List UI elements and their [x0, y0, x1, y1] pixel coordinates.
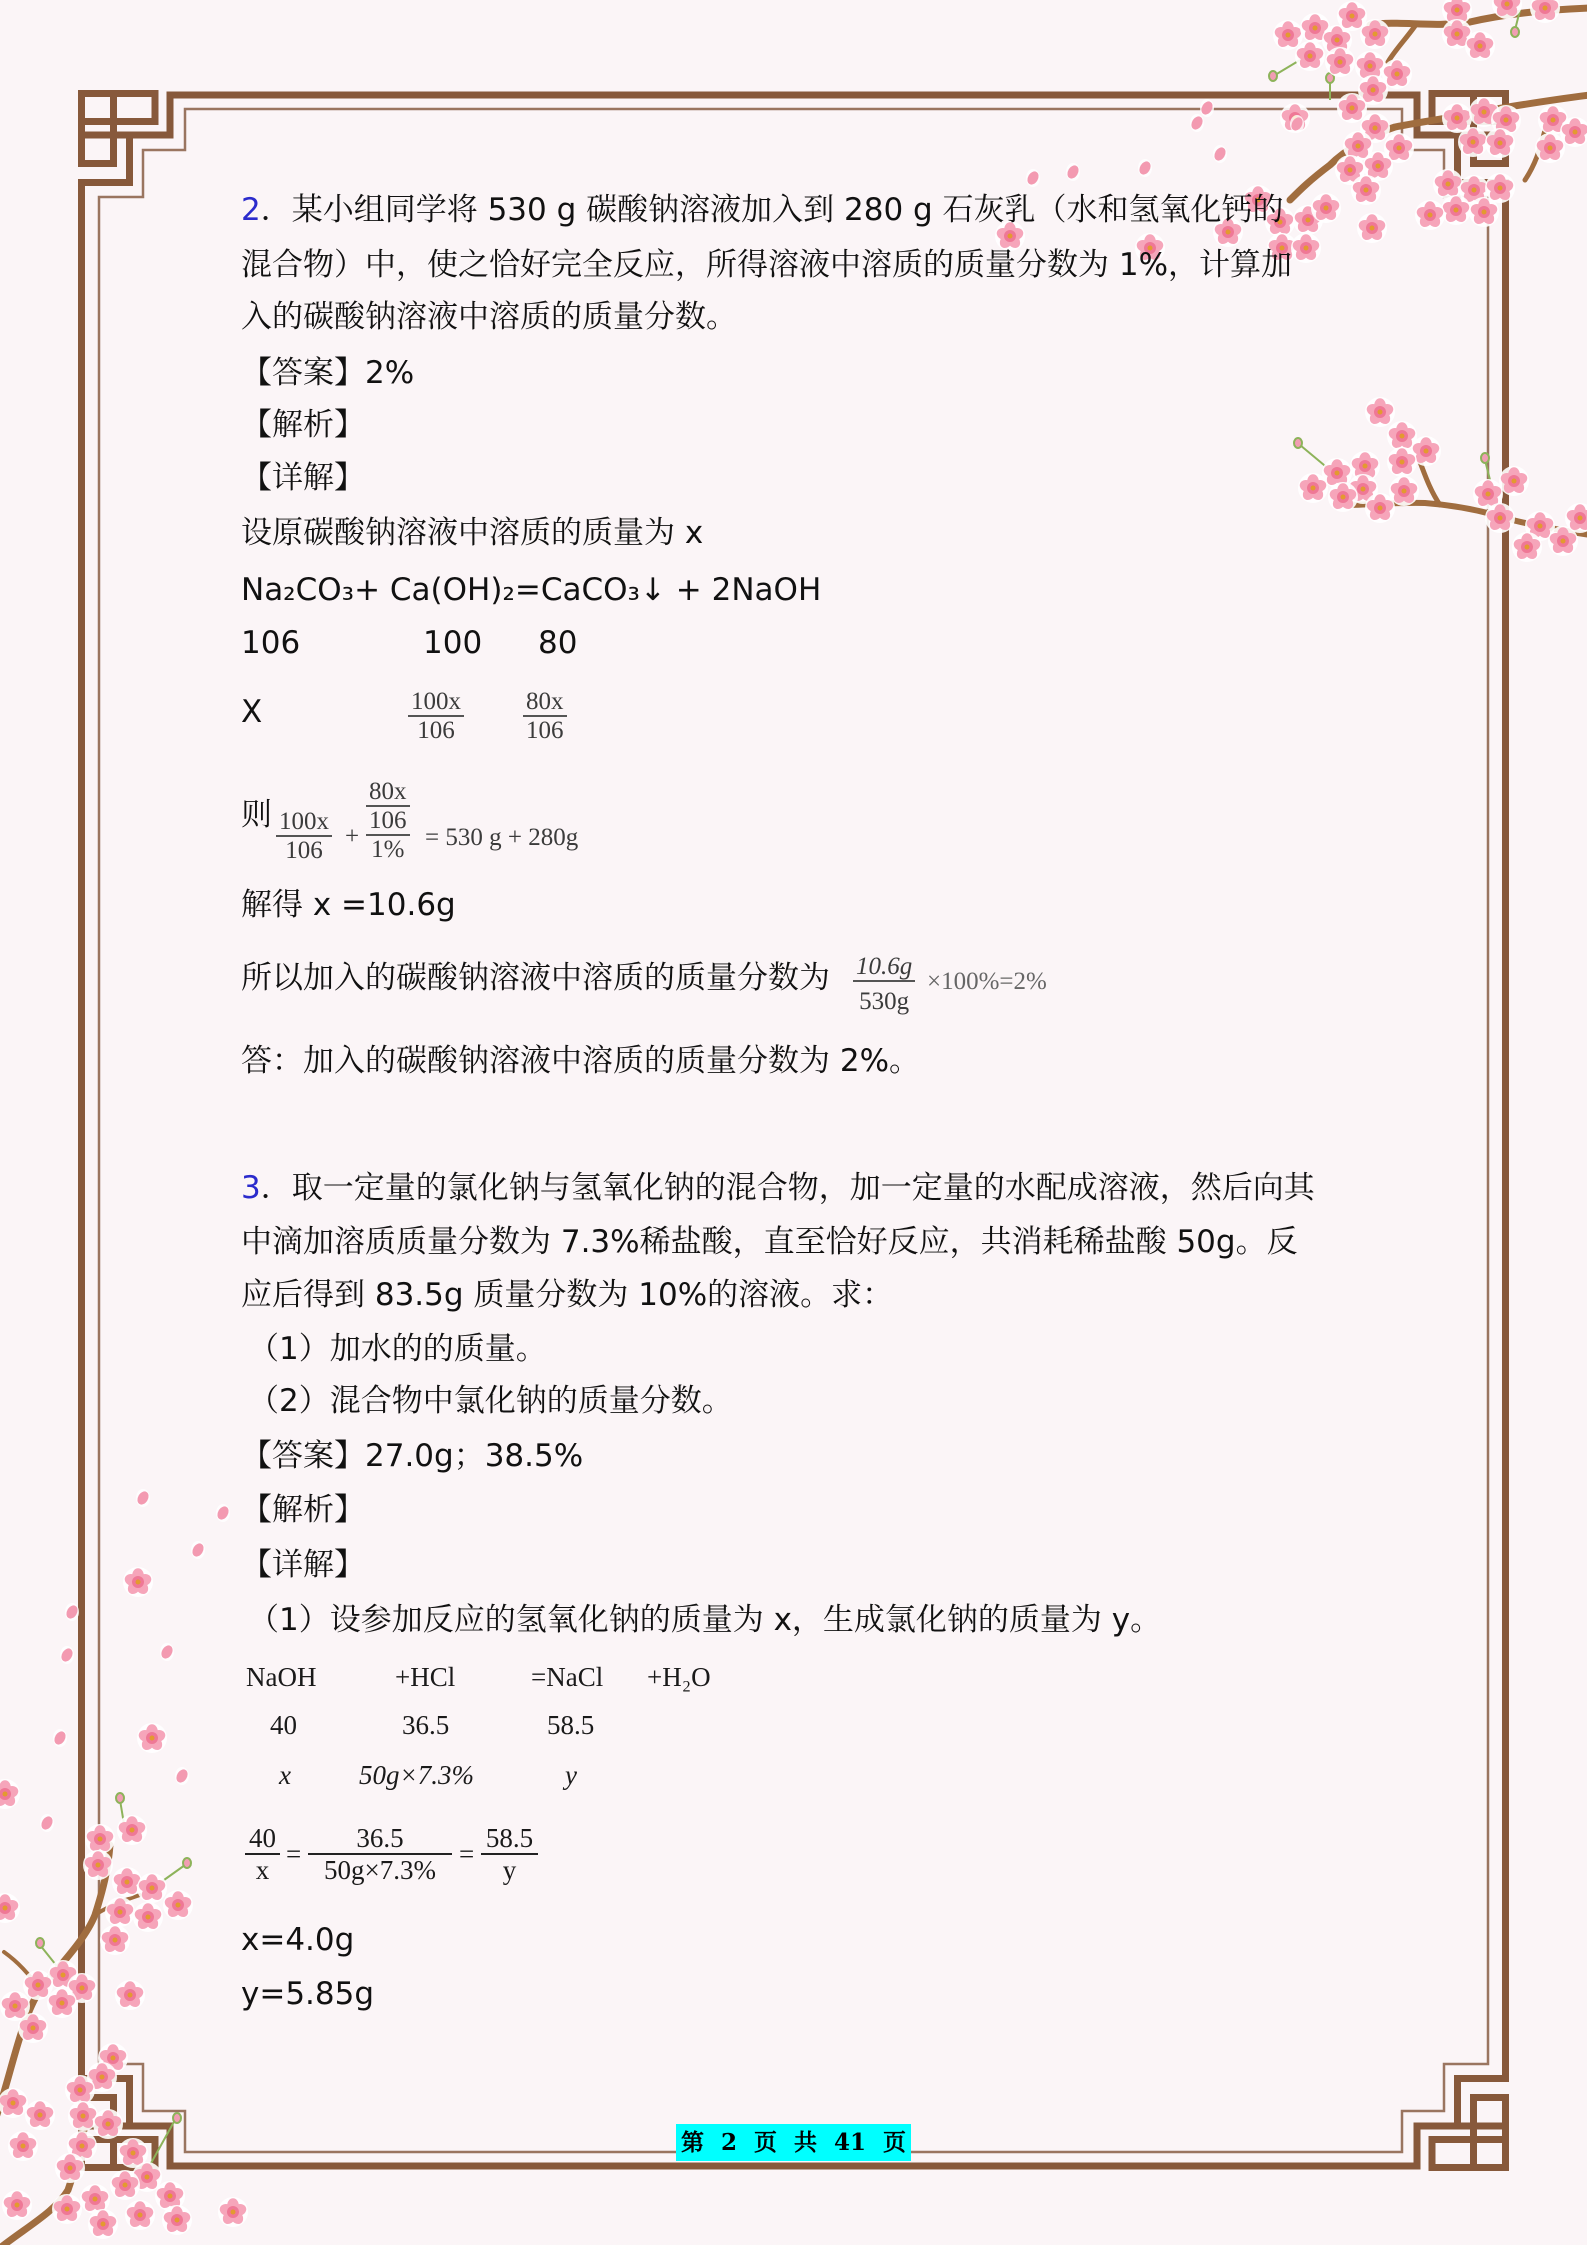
numerator: 100x [279, 808, 329, 835]
blossom-icon [1499, 466, 1529, 496]
frame-corner-bottom-right [794, 1131, 1510, 2172]
denominator: 106 [276, 835, 332, 864]
molar-mass: 80 [538, 625, 578, 661]
plus-sign: + [345, 823, 360, 850]
denominator: 1% [366, 834, 410, 863]
answer-label: 【答案】 [241, 355, 365, 391]
numerator: 10.6g [856, 953, 913, 980]
blossom-icon [23, 1970, 53, 2000]
numerator: 36.5 [356, 1823, 404, 1853]
detail-label: 【详解】 [241, 1547, 365, 1583]
question-stem-line: 入的碳酸钠溶液中溶质的质量分数。 [241, 299, 737, 335]
molar-mass: 36.5 [402, 1710, 450, 1740]
numerator: 100x [411, 688, 461, 715]
question-stem-line [241, 1170, 1315, 1206]
blossom-icon [85, 1824, 115, 1854]
blossom-icon [47, 1988, 77, 2018]
petal-icon [135, 1489, 151, 1507]
fraction [245, 1823, 280, 1885]
petal-icon [215, 1504, 231, 1522]
blossom-icon [137, 1873, 167, 1903]
blossom-branches [0, 8, 1587, 2245]
blossom-icon [1415, 200, 1445, 230]
blossom-icon [1365, 397, 1395, 427]
blossom-icon [1387, 447, 1417, 477]
result-x: x=4.0g [241, 1922, 355, 1958]
analysis-label: 【解析】 [241, 407, 365, 443]
denominator: 106 [408, 715, 464, 744]
stem-text: 某小组同学将 530 g 碳酸钠溶液加入到 280 g 石灰乳（水和氢氧化钙的 [291, 192, 1284, 228]
blossom-icon [1485, 128, 1515, 158]
question-number: 2 [241, 192, 261, 228]
blossom-icon [1328, 482, 1358, 512]
petal-icon [52, 1729, 68, 1747]
blossom-icon [105, 1897, 135, 1927]
petal-icon [59, 1646, 75, 1664]
equation-rhs: = 530 g + 280g [425, 824, 579, 851]
sub-question-2: （2）混合物中氯化钠的质量分数。 [248, 1383, 733, 1419]
blossom-icon [93, 2109, 123, 2139]
solve-result: 解得 x =10.6g [241, 887, 456, 923]
blossom-icon [83, 1850, 113, 1880]
fraction [853, 953, 915, 1015]
analysis-label: 【解析】 [241, 1492, 365, 1528]
compound-fraction [366, 778, 410, 863]
answer-line [241, 1438, 583, 1474]
blossom-icon [2, 2190, 32, 2220]
blossom-icon [1357, 213, 1387, 243]
petal-icon [1189, 114, 1205, 132]
blossom-icon [0, 1893, 20, 1923]
blossom-icon [1337, 93, 1367, 123]
molar-mass: 58.5 [547, 1710, 595, 1740]
blossom-icon [110, 2170, 140, 2200]
molar-mass: 100 [423, 625, 483, 661]
molar-mass: 40 [270, 1710, 297, 1740]
question-number-separator: ． [260, 1170, 292, 1206]
answer-label: 【答案】 [241, 1438, 365, 1474]
blossom-icon [125, 2200, 155, 2230]
percentage-calc: ×100%=2% [927, 968, 1047, 995]
solution-setup: （1）设参加反应的氢氧化钠的质量为 x，生成氯化钠的质量为 y。 [248, 1602, 1162, 1638]
blossom-icon [55, 2153, 85, 2183]
conclusion-text: 所以加入的碳酸钠溶液中溶质的质量分数为 [241, 960, 830, 996]
blossom-icon [1465, 31, 1495, 61]
fraction [481, 1823, 538, 1885]
numerator: 40 [249, 1823, 276, 1853]
blossom-icon [162, 2205, 192, 2235]
sub-question-1: （1）加水的的质量。 [248, 1331, 547, 1367]
question-stem-line: 中滴加溶质质量分数为 7.3%稀盐酸，直至恰好反应，共消耗稀盐酸 50g。反 [241, 1224, 1298, 1260]
blossom-icon [1433, 169, 1463, 199]
blossom-icon [1351, 175, 1381, 205]
blossom-icon [1530, 0, 1560, 23]
blossom-icon [8, 2131, 38, 2161]
question-number-separator: ． [260, 192, 292, 228]
blossom-icon [218, 2197, 248, 2227]
relation-label: 则 [241, 797, 272, 833]
fraction [523, 688, 567, 744]
chemical-equation: Na₂CO₃+ Ca(OH)₂=CaCO₃↓ + 2NaOH [241, 572, 822, 608]
equation-term: +HCl [395, 1662, 456, 1692]
page-number-footer: 第 2 页 共 41 页 [676, 2124, 911, 2161]
quantity: y [565, 1760, 577, 1790]
fraction [408, 688, 464, 744]
blossom-icon [1458, 127, 1488, 157]
question-stem-line: 混合物）中，使之恰好完全反应，所得溶液中溶质的质量分数为 1%，计算加 [241, 247, 1293, 283]
blossom-icon [163, 1890, 193, 1920]
blossom-icon [1273, 20, 1303, 50]
answer-value: 27.0g；38.5% [365, 1438, 584, 1474]
petal-icon [1065, 163, 1081, 181]
question-stem-line [241, 192, 1284, 228]
detail-label: 【详解】 [241, 460, 365, 496]
blossom-icon [0, 1779, 20, 1809]
blossom-icon [0, 2088, 28, 2118]
petal-icon [1025, 169, 1041, 187]
blossom-icon [137, 1723, 167, 1753]
petal-icon [1137, 159, 1153, 177]
fraction [308, 1823, 452, 1885]
blossom-icon [1311, 193, 1341, 223]
blossom-icon [25, 2100, 55, 2130]
blossom-icon [117, 1815, 147, 1845]
question-stem-line: 应后得到 83.5g 质量分数为 10%的溶液。求： [241, 1277, 894, 1313]
result-y: y=5.85g [241, 1976, 375, 2012]
blossom-icon [1291, 233, 1321, 263]
blossom-icon [123, 1567, 153, 1597]
petal-icon [174, 1767, 190, 1785]
answer-line [241, 355, 414, 391]
blossom-icon [1325, 47, 1355, 77]
petal-icon [1212, 145, 1228, 163]
blossom-icon [1485, 503, 1515, 533]
equals-sign: = [286, 1839, 302, 1869]
numerator: 80x [526, 688, 564, 715]
equation-term: +H₂O [647, 1662, 711, 1692]
denominator: 106 [366, 805, 410, 834]
inner-fraction [366, 778, 410, 834]
denominator: 50g×7.3% [308, 1853, 452, 1885]
blossom-icon [65, 2075, 95, 2105]
blossom-icon [1469, 197, 1499, 227]
denominator: 530g [853, 980, 915, 1015]
petal-icon [159, 1643, 175, 1661]
petal-icon [190, 1541, 206, 1559]
blossom-icon [1389, 476, 1419, 506]
fraction [276, 808, 332, 864]
blossom-icon [88, 2209, 118, 2239]
equation-term: =NaCl [531, 1662, 604, 1692]
petal-icon [64, 1603, 80, 1621]
blossom-icon [1535, 133, 1565, 163]
blossom-icon [1295, 41, 1325, 71]
blossom-icon [1298, 473, 1328, 503]
numerator: 80x [369, 778, 407, 805]
blossom-icon [1512, 532, 1542, 562]
molar-mass: 106 [241, 625, 301, 661]
solution-setup: 设原碳酸钠溶液中溶质的质量为 x [241, 515, 704, 551]
denominator: 106 [523, 715, 567, 744]
quantity: x [279, 1760, 291, 1790]
denominator: x [245, 1853, 280, 1885]
final-answer: 答：加入的碳酸钠溶液中溶质的质量分数为 2%。 [241, 1043, 921, 1079]
blossom-icon [1441, 195, 1471, 225]
numerator [366, 778, 410, 834]
petal-icon [39, 1814, 55, 1832]
numerator: 58.5 [485, 1823, 534, 1853]
blossom-icon [115, 1980, 145, 2010]
quantity: 50g×7.3% [359, 1760, 474, 1790]
unknown-label: X [241, 694, 263, 730]
answer-value: 2% [365, 355, 415, 391]
blossom-icon [1360, 19, 1390, 49]
blossom-icon [18, 2013, 48, 2043]
denominator: y [481, 1853, 538, 1885]
cherry-blossom-cluster-right [1298, 397, 1587, 562]
petal-icon [1199, 99, 1215, 117]
equals-sign: = [459, 1839, 475, 1869]
blossom-icon [52, 2194, 82, 2224]
blossom-icon [100, 1925, 130, 1955]
equation-term: NaOH [246, 1662, 317, 1692]
question-number: 3 [241, 1170, 261, 1206]
blossom-icon [112, 1867, 142, 1897]
stem-text: 取一定量的氯化钠与氢氧化钠的混合物，加一定量的水配成溶液，然后向其 [291, 1170, 1315, 1206]
blossom-icon [133, 1902, 163, 1932]
